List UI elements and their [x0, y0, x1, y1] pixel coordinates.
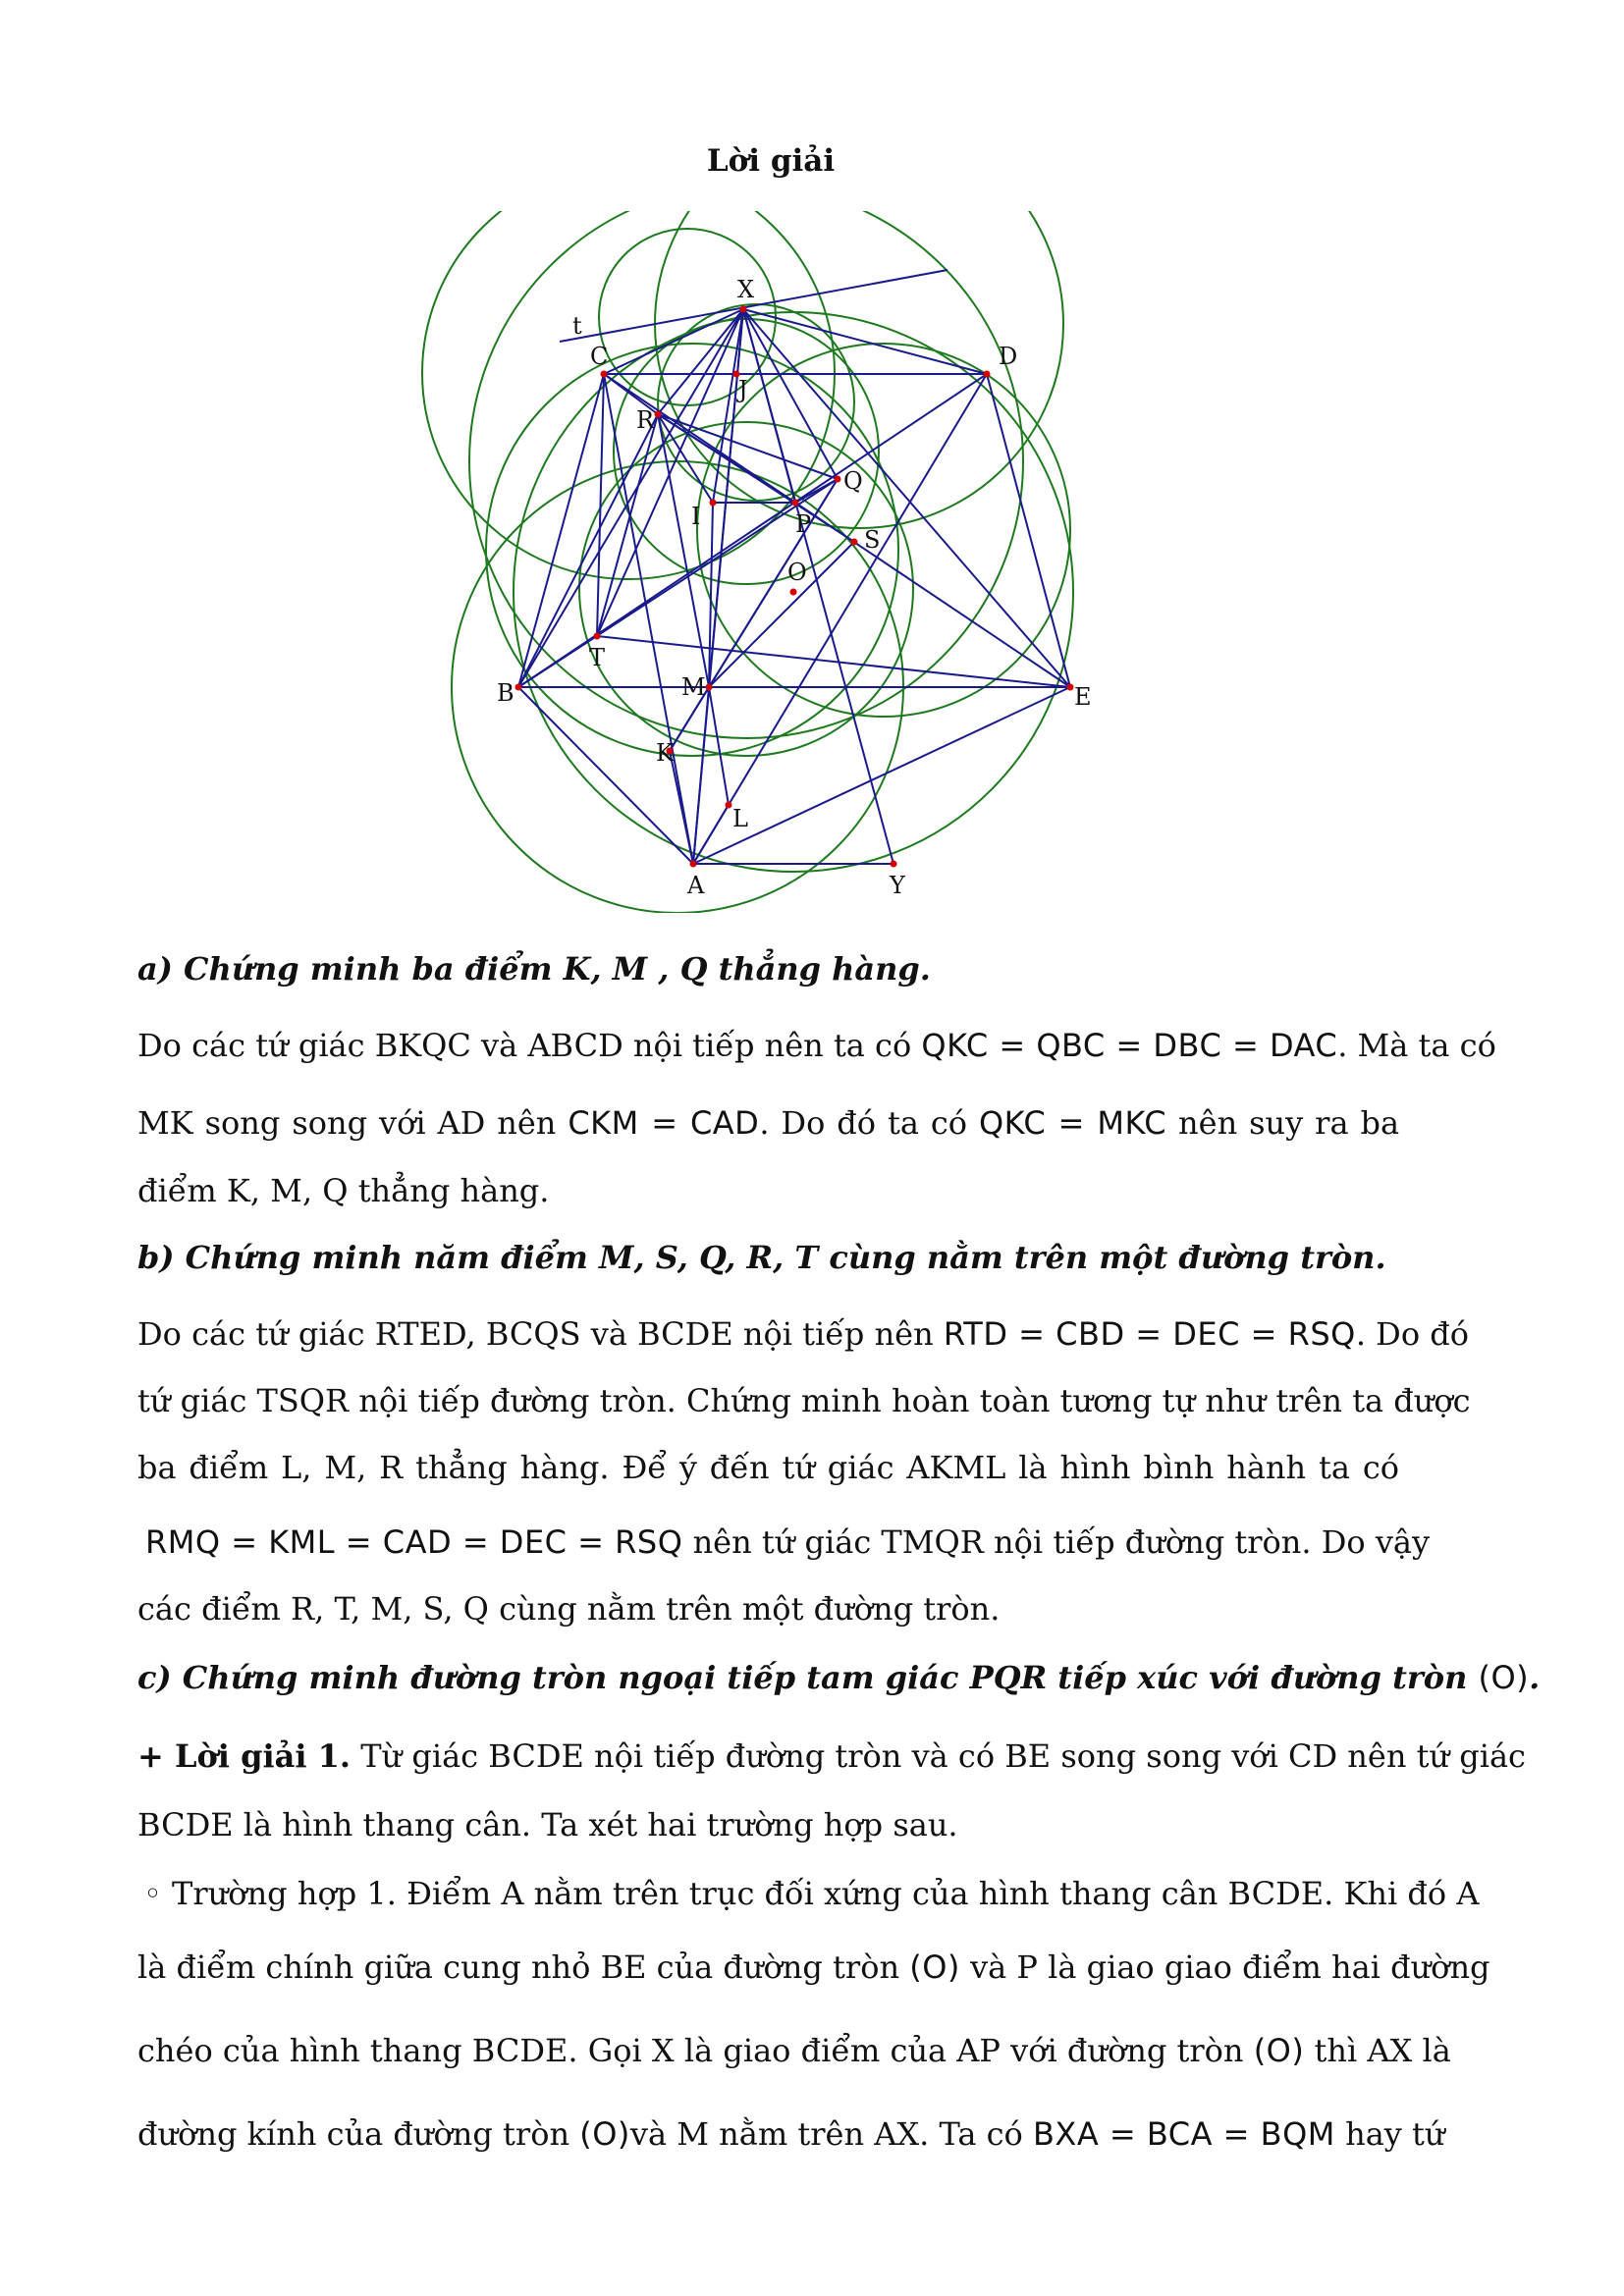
segment-XY	[743, 309, 893, 864]
part-b-line-2: tứ giác TSQR nội tiếp đường tròn. Chứng minh hoàn toàn tương tự như trên ta được	[137, 1382, 1471, 1419]
label-M: M	[681, 673, 706, 701]
label-Q: Q	[843, 467, 863, 495]
segment-MS	[709, 542, 854, 687]
angle-equation: QKC = QBC = DBC = DAC	[921, 1027, 1338, 1064]
part-a-line-2: MK song song với AD nên CKM = CAD. Do đó ta có QKC = MKC nên suy ra ba	[137, 1104, 1400, 1142]
label-I: I	[691, 503, 701, 530]
point-B	[515, 684, 522, 691]
point-R	[655, 411, 662, 418]
part-c-line-5: chéo của hình thang BCDE. Gọi X là giao điểm của AP với đường tròn (O) thì AX là	[137, 2032, 1451, 2069]
point-O	[790, 589, 797, 596]
point-P	[792, 500, 799, 507]
point-Q	[835, 476, 841, 483]
segment-XR	[658, 309, 743, 414]
point-S	[851, 539, 858, 546]
label-K: K	[656, 739, 674, 767]
point-L	[726, 802, 732, 809]
point-M	[706, 684, 713, 691]
label-L: L	[732, 805, 748, 832]
point-Y	[891, 861, 897, 868]
label-t: t	[572, 312, 582, 340]
label-C: C	[590, 343, 609, 370]
part-a-line-1: Do các tứ giác BKQC và ABCD nội tiếp nên ta có QKC = QBC = DBC = DAC. Mà ta có	[137, 1027, 1496, 1064]
label-X: X	[737, 276, 755, 303]
segment-XQ	[743, 309, 838, 479]
circle-pqr	[614, 319, 879, 584]
part-b-heading: b) Chứng minh năm điểm M, S, Q, R, T cùng nằm trên một đường tròn.	[137, 1239, 1386, 1276]
point-X	[740, 306, 747, 313]
segment-XC	[604, 309, 743, 374]
segment-KA	[670, 751, 693, 864]
label-T: T	[589, 644, 606, 671]
point-D	[984, 371, 991, 378]
segment-BA	[518, 687, 693, 864]
segment-MA	[693, 687, 709, 864]
part-b-line-5: các điểm R, T, M, S, Q cùng nằm trên một đường tròn.	[137, 1590, 1001, 1628]
label-D: D	[999, 343, 1018, 370]
geometry-figure	[383, 211, 1159, 913]
part-c-line-3: ◦ Trường hợp 1. Điểm A nằm trên trục đối xứng của hình thang cân BCDE. Khi đó A	[143, 1875, 1480, 1912]
page-title: Lời giải	[706, 143, 836, 179]
part-a-line-3: điểm K, M, Q thẳng hàng.	[137, 1172, 550, 1209]
part-c-line-1: + Lời giải 1. Từ giác BCDE nội tiếp đường tròn và có BE song song với CD nên tứ giác	[137, 1737, 1526, 1775]
part-b-line-1: Do các tứ giác RTED, BCQS và BCDE nội tiếp nên RTD = CBD = DEC = RSQ. Do đó	[137, 1315, 1470, 1353]
segment-DA	[693, 374, 987, 864]
segment-ML	[709, 687, 729, 805]
part-c-line-2: BCDE là hình thang cân. Ta xét hai trường hợp sau.	[137, 1806, 958, 1843]
segment-AE	[693, 687, 1070, 864]
point-E	[1067, 684, 1074, 691]
part-c-heading: c) Chứng minh đường tròn ngoại tiếp tam giác PQR tiếp xúc với đường tròn (O).	[137, 1659, 1541, 1696]
label-A: A	[687, 872, 705, 899]
label-O: O	[787, 559, 807, 586]
part-b-line-3: ba điểm L, M, R thẳng hàng. Để ý đến tứ giác AKML là hình bình hành ta có	[137, 1449, 1399, 1486]
part-b-line-4: RMQ = KML = CAD = DEC = RSQ nên tứ giác TMQR nội tiếp đường tròn. Do vậy	[145, 1523, 1431, 1561]
geometry-diagram	[383, 211, 1159, 913]
label-Y: Y	[890, 872, 905, 899]
label-R: R	[636, 406, 655, 434]
label-B: B	[497, 679, 514, 707]
label-E: E	[1074, 683, 1092, 711]
part-c-line-4: là điểm chính giữa cung nhỏ BE của đường tròn (O) và P là giao giao điểm hai đường	[137, 1949, 1490, 1986]
segment-XD	[743, 309, 987, 374]
label-P: P	[795, 510, 812, 538]
label-J: J	[738, 376, 748, 403]
point-I	[710, 500, 717, 507]
part-c-line-6: đường kính của đường tròn (O)và M nằm trên AX. Ta có BXA = BCA = BQM hay tứ	[137, 2115, 1445, 2153]
point-C	[601, 371, 608, 378]
part-a-heading: a) Chứng minh ba điểm K, M , Q thẳng hàng.	[137, 950, 931, 988]
label-S: S	[864, 526, 881, 554]
point-A	[690, 861, 697, 868]
point-T	[594, 633, 601, 640]
